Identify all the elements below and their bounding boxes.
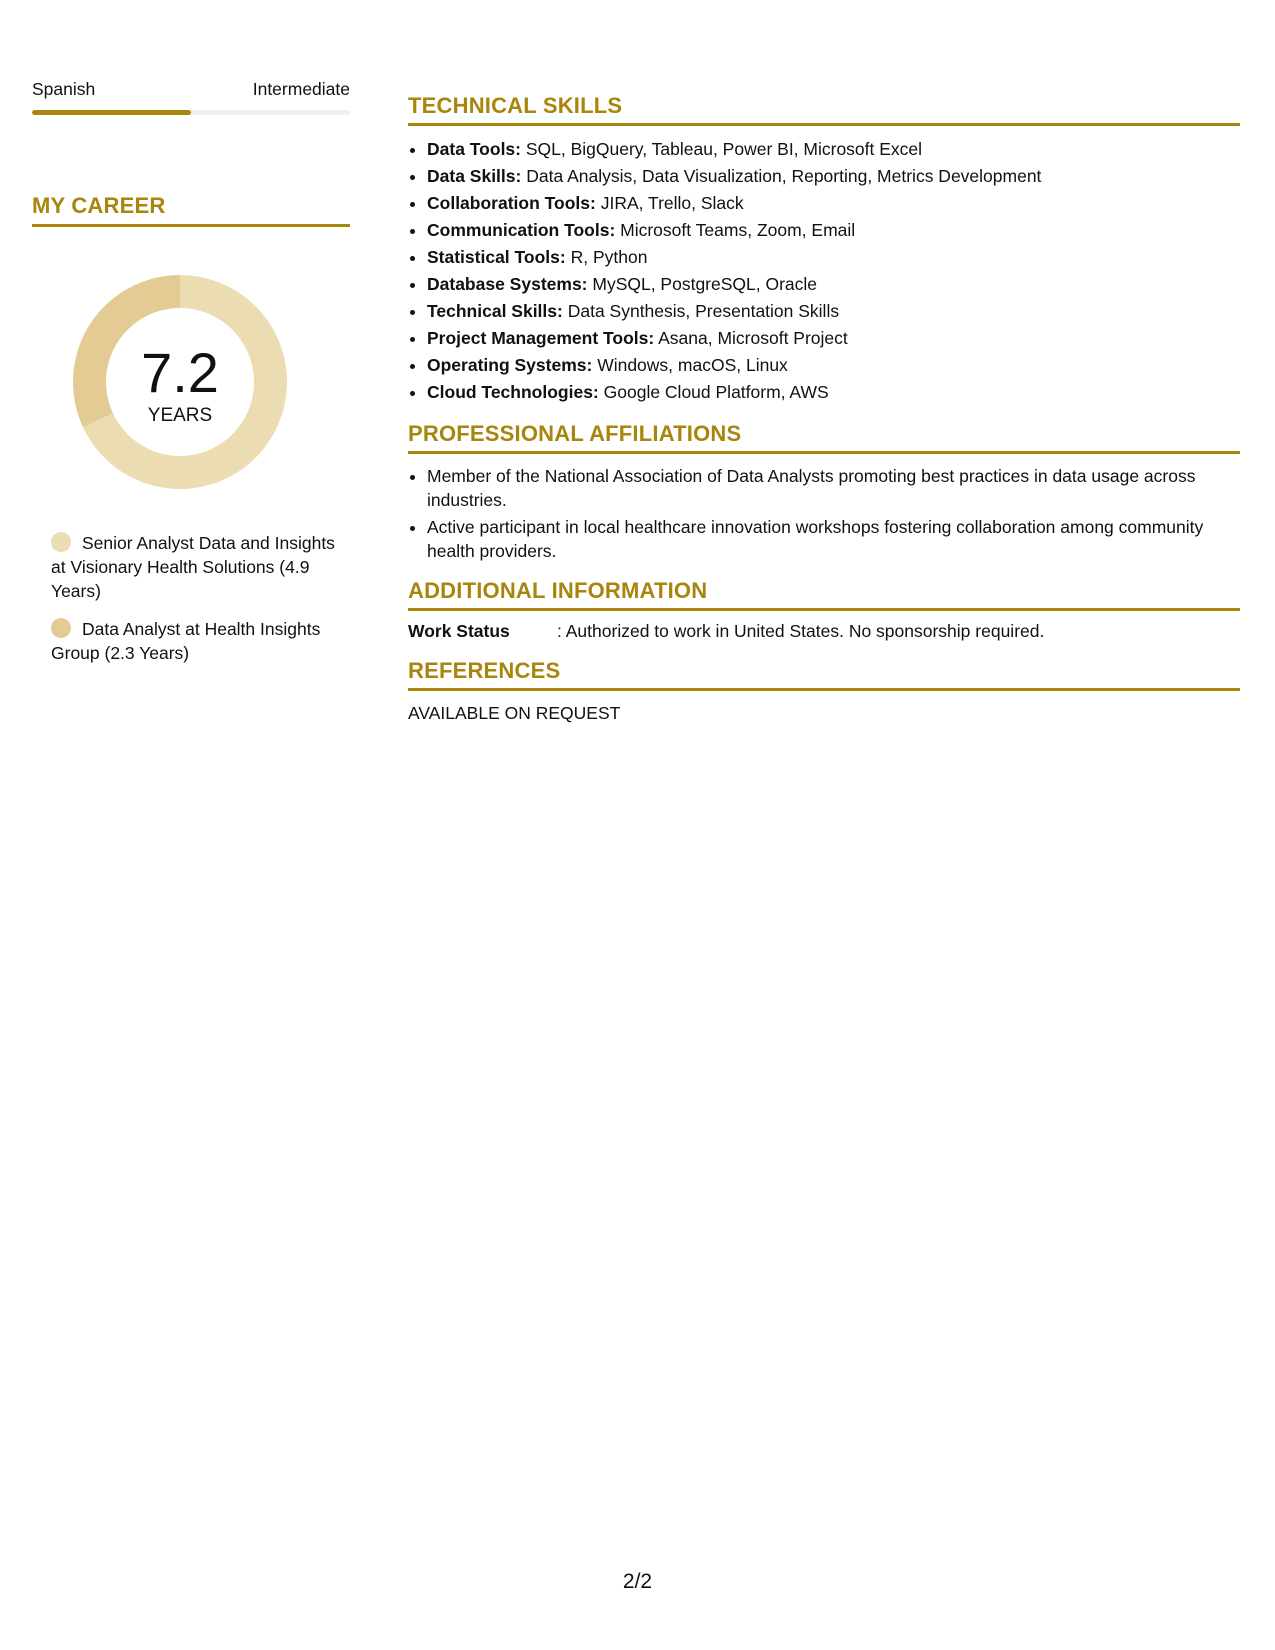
skill-item [427,298,1240,325]
skill-value: Data Analysis, Data Visualization, Reporting, Metrics Development [521,166,1042,186]
career-position-label: Data Analyst at Health Insights Group (2.3 Years) [51,619,321,663]
career-years-label: YEARS [147,405,213,426]
page-number: 2/2 [622,1570,653,1593]
skill-key: Cloud Technologies: [427,382,599,402]
skill-value: Data Synthesis, Presentation Skills [562,301,840,321]
skill-value: Google Cloud Platform, AWS [598,382,829,402]
references-text: AVAILABLE ON REQUEST [408,703,621,723]
work-status-key: Work Status [408,621,510,641]
skill-value: SQL, BigQuery, Tableau, Power BI, Microsoft Excel [521,139,923,159]
legend-dot-icon [51,532,71,552]
skill-item [427,244,1240,271]
skill-value: MySQL, PostgreSQL, Oracle [587,274,818,294]
skill-value: Microsoft Teams, Zoom, Email [615,220,856,240]
affiliation-item: • Member of the National Association of Data Analysts promoting best practices in data usage across industries. [427,464,1240,512]
skill-item [427,190,1240,217]
career-legend-item [51,531,350,603]
skill-item [427,325,1240,352]
skill-item [427,379,1240,406]
skill-value: Asana, Microsoft Project [654,328,848,348]
affiliations-section [408,420,1240,563]
skill-value: JIRA, Trello, Slack [595,193,744,213]
skill-key: Collaboration Tools: [427,193,596,213]
skill-item [427,163,1240,190]
language-name: Spanish [32,79,96,99]
career-total-years: 7.2 [141,341,219,404]
references-section [408,657,1240,725]
career-legend-item [51,617,350,665]
affiliations-list [408,464,1240,563]
skill-value: R, Python [565,247,648,267]
skill-key: Database Systems: [427,274,588,294]
language-level: Intermediate [252,79,350,99]
skill-item [427,352,1240,379]
technical-skills-heading: TECHNICAL SKILLS [408,92,1240,126]
skill-item [427,136,1240,163]
language-row [32,78,350,100]
language-proficiency-bar [32,110,350,115]
work-status-value: : Authorized to work in United States. No sponsorship required. [557,621,1045,641]
additional-info-heading: ADDITIONAL INFORMATION [408,577,1240,611]
career-legend [32,531,350,665]
technical-skills-section [408,92,1240,406]
legend-dot-icon [51,618,71,638]
skill-key: Technical Skills: [427,301,563,321]
main-content [408,92,1240,739]
skill-key: Data Skills: [427,166,522,186]
skill-item [427,271,1240,298]
references-heading: REFERENCES [408,657,1240,691]
career-center [67,341,293,427]
career-position-label: Senior Analyst Data and Insights at Visionary Health Solutions (4.9 Years) [51,533,335,601]
skill-key: Data Tools: [427,139,521,159]
skill-key: Statistical Tools: [427,247,566,267]
skill-value: Windows, macOS, Linux [592,355,788,375]
affiliations-heading: PROFESSIONAL AFFILIATIONS [408,420,1240,454]
additional-info-section [408,577,1240,643]
skill-key: Project Management Tools: [427,328,655,348]
skill-key: Communication Tools: [427,220,616,240]
sidebar [32,78,350,679]
language-proficiency-fill [32,110,191,115]
career-donut-chart [67,269,293,495]
career-heading: MY CAREER [32,193,350,227]
skill-item [427,217,1240,244]
technical-skills-list [408,136,1240,406]
skill-key: Operating Systems: [427,355,593,375]
affiliation-item: • Active participant in local healthcare innovation workshops fostering collaboration among community health providers. [427,515,1240,563]
work-status-row [408,619,1240,643]
